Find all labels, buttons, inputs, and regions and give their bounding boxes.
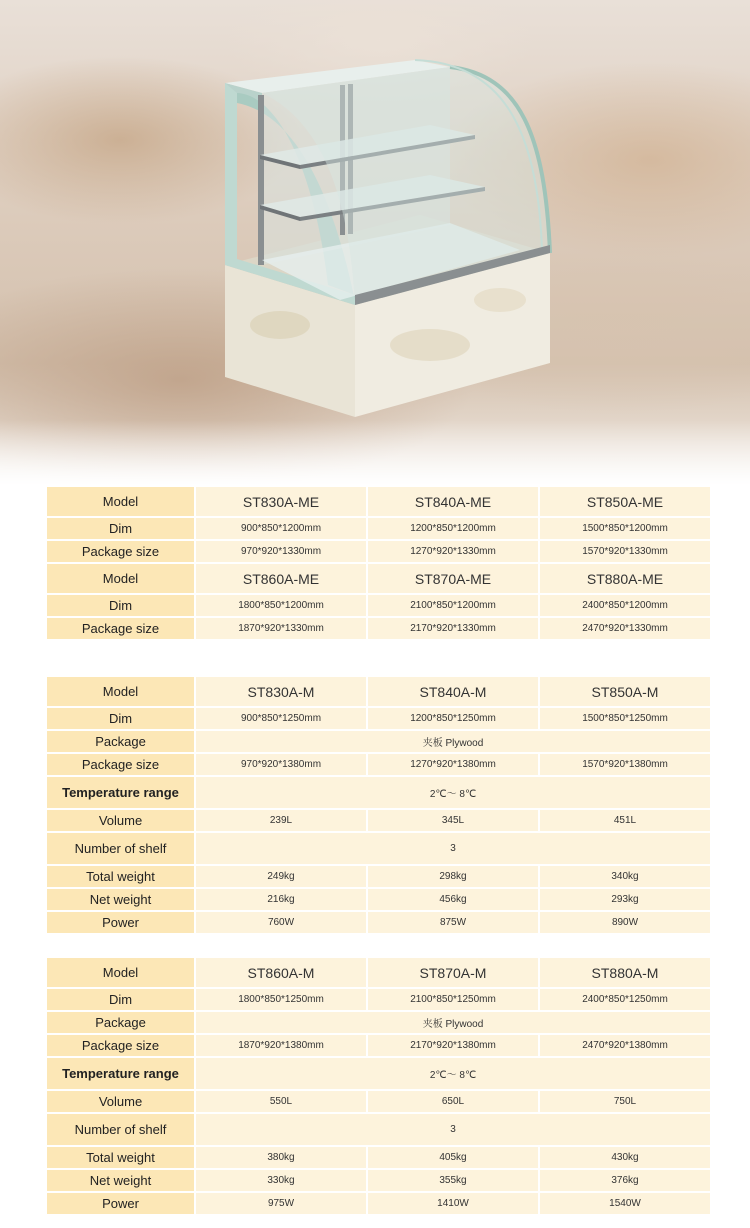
spec-value-cell: 1200*850*1200mm (366, 518, 538, 541)
row-label-model: Model (47, 487, 194, 518)
row-label-power: Power (47, 912, 194, 935)
product-hero-image (0, 0, 750, 485)
spec-value-cell: 970*920*1330mm (194, 541, 366, 564)
row-label-dim: Dim (47, 595, 194, 618)
spec-table-me-series (47, 487, 710, 641)
spec-value-cell: 430kg (538, 1147, 710, 1170)
row-label-model: Model (47, 958, 194, 989)
model-name-cell: ST840A-ME (366, 487, 538, 518)
spec-value-cell: 1540W (538, 1193, 710, 1216)
model-name-cell: ST870A-ME (366, 564, 538, 595)
spec-value-cell: 890W (538, 912, 710, 935)
spec-value-cell: 900*850*1200mm (194, 518, 366, 541)
spec-value-cell: 550L (194, 1091, 366, 1114)
spec-value-cell: 1870*920*1330mm (194, 618, 366, 641)
spec-value-cell: 1500*850*1250mm (538, 708, 710, 731)
merged-value-temperature-range: 2℃～ 8℃ (194, 1058, 710, 1091)
row-label-volume: Volume (47, 810, 194, 833)
spec-value-cell: 451L (538, 810, 710, 833)
spec-value-cell: 298kg (366, 866, 538, 889)
spec-value-cell: 1270*920*1330mm (366, 541, 538, 564)
row-label-volume: Volume (47, 1091, 194, 1114)
spec-value-cell: 249kg (194, 866, 366, 889)
row-label-model: Model (47, 677, 194, 708)
row-label-dim: Dim (47, 708, 194, 731)
spec-value-cell: 330kg (194, 1170, 366, 1193)
merged-value-temperature-range: 2℃～ 8℃ (194, 777, 710, 810)
row-label-temperature-range: Temperature range (47, 1058, 194, 1091)
spec-value-cell: 2100*850*1200mm (366, 595, 538, 618)
row-label-total-weight: Total weight (47, 1147, 194, 1170)
spec-value-cell: 2170*920*1380mm (366, 1035, 538, 1058)
spec-table-m-series-1 (47, 677, 710, 935)
merged-value-package: 夹板 Plywood (194, 1012, 710, 1035)
spec-value-cell: 340kg (538, 866, 710, 889)
spec-value-cell: 405kg (366, 1147, 538, 1170)
spec-value-cell: 345L (366, 810, 538, 833)
spec-value-cell: 2100*850*1250mm (366, 989, 538, 1012)
spec-value-cell: 2470*920*1330mm (538, 618, 710, 641)
spec-value-cell: 975W (194, 1193, 366, 1216)
row-label-net-weight: Net weight (47, 1170, 194, 1193)
model-name-cell: ST860A-ME (194, 564, 366, 595)
spec-value-cell: 1500*850*1200mm (538, 518, 710, 541)
display-cabinet-illustration (220, 55, 560, 420)
row-label-net-weight: Net weight (47, 889, 194, 912)
spec-value-cell: 650L (366, 1091, 538, 1114)
model-name-cell: ST860A-M (194, 958, 366, 989)
spec-value-cell: 2400*850*1250mm (538, 989, 710, 1012)
spec-value-cell: 750L (538, 1091, 710, 1114)
row-label-number-of-shelf: Number of shelf (47, 833, 194, 866)
row-label-dim: Dim (47, 989, 194, 1012)
row-label-package-size: Package size (47, 541, 194, 564)
model-name-cell: ST840A-M (366, 677, 538, 708)
row-label-number-of-shelf: Number of shelf (47, 1114, 194, 1147)
model-name-cell: ST870A-M (366, 958, 538, 989)
spec-value-cell: 1570*920*1380mm (538, 754, 710, 777)
row-label-package: Package (47, 1012, 194, 1035)
row-label-package-size: Package size (47, 754, 194, 777)
merged-value-number-of-shelf: 3 (194, 833, 710, 866)
spec-value-cell: 875W (366, 912, 538, 935)
spec-value-cell: 376kg (538, 1170, 710, 1193)
row-label-dim: Dim (47, 518, 194, 541)
row-label-package-size: Package size (47, 618, 194, 641)
spec-value-cell: 2470*920*1380mm (538, 1035, 710, 1058)
spec-value-cell: 1800*850*1200mm (194, 595, 366, 618)
row-label-total-weight: Total weight (47, 866, 194, 889)
spec-value-cell: 239L (194, 810, 366, 833)
row-label-model: Model (47, 564, 194, 595)
spec-value-cell: 1800*850*1250mm (194, 989, 366, 1012)
row-label-package: Package (47, 731, 194, 754)
spec-value-cell: 760W (194, 912, 366, 935)
merged-value-number-of-shelf: 3 (194, 1114, 710, 1147)
spec-value-cell: 216kg (194, 889, 366, 912)
model-name-cell: ST880A-M (538, 958, 710, 989)
model-name-cell: ST880A-ME (538, 564, 710, 595)
spec-value-cell: 2400*850*1200mm (538, 595, 710, 618)
model-name-cell: ST830A-ME (194, 487, 366, 518)
spec-value-cell: 970*920*1380mm (194, 754, 366, 777)
row-label-power: Power (47, 1193, 194, 1216)
spec-value-cell: 900*850*1250mm (194, 708, 366, 731)
spec-value-cell: 2170*920*1330mm (366, 618, 538, 641)
model-name-cell: ST850A-M (538, 677, 710, 708)
spec-value-cell: 1410W (366, 1193, 538, 1216)
spec-value-cell: 1270*920*1380mm (366, 754, 538, 777)
spec-value-cell: 293kg (538, 889, 710, 912)
spec-value-cell: 456kg (366, 889, 538, 912)
spec-value-cell: 380kg (194, 1147, 366, 1170)
spec-value-cell: 1570*920*1330mm (538, 541, 710, 564)
model-name-cell: ST850A-ME (538, 487, 710, 518)
row-label-package-size: Package size (47, 1035, 194, 1058)
merged-value-package: 夹板 Plywood (194, 731, 710, 754)
spec-table-m-series-2 (47, 958, 710, 1216)
model-name-cell: ST830A-M (194, 677, 366, 708)
row-label-temperature-range: Temperature range (47, 777, 194, 810)
spec-value-cell: 355kg (366, 1170, 538, 1193)
spec-value-cell: 1870*920*1380mm (194, 1035, 366, 1058)
spec-value-cell: 1200*850*1250mm (366, 708, 538, 731)
